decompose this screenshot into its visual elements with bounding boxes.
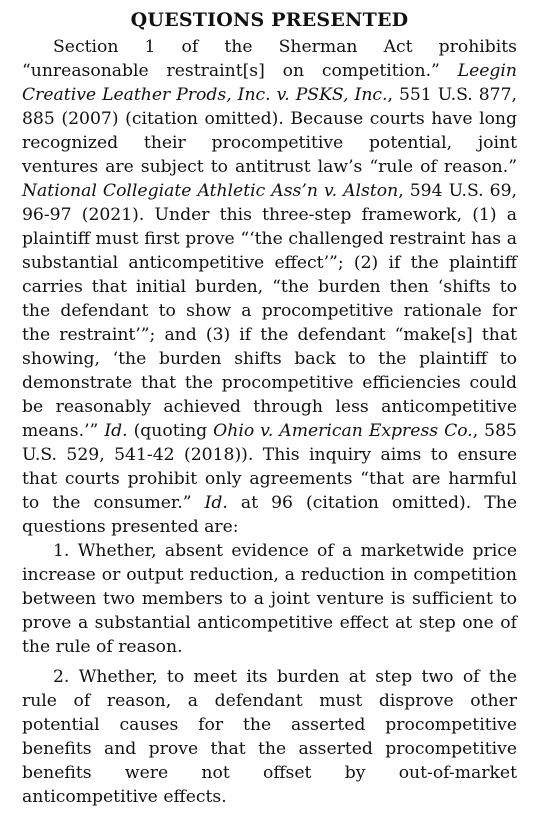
question-text: Whether, absent evidence of a marketwide price increase or output reduction, a reduction in competition between two members to a joint venture is sufficient to prove a substantial anticompetitive effect at step one of the rule of reason. (22, 541, 517, 657)
id-citation-1: Id. (104, 421, 128, 441)
question-number: 1. (53, 541, 70, 561)
question-text: Whether, to meet its burden at step two of the rule of reason, a defendant must disprove other potential causes for the asserted procompetitive benefits and prove that the asserted procompetitive benefits were not offset by out-of-market anticompetitive effects. (22, 667, 518, 807)
page-title: QUESTIONS PRESENTED (130, 9, 409, 31)
question-1 (22, 539, 517, 659)
case-citation-alston: National Collegiate Athletic Ass’n v. Alston (22, 181, 399, 201)
question-2 (22, 665, 517, 809)
intro-text-1: Section 1 of the Sherman Act prohibits “unreasonable restraint[s] on competition.” (22, 37, 517, 81)
question-number: 2. (53, 667, 70, 687)
intro-text-5: , 585 U.S. 529, 541-42 (2018)). This inquiry aims to ensure that courts prohibit only agreements “that are harmful to the consumer.” (22, 421, 517, 513)
intro-text-4: (quoting (127, 421, 214, 441)
intro-text-3: , 594 U.S. 69, 96-97 (2021). Under this three-step framework, (1) a plaintiff must first prove “‘the challenged restraint has a substantial anticompetitive effect’”; (2) if the plaintiff carries that initial burden, “the burden then ‘shifts to the defendant to show a procompetitive rationale for the restraint’”; and (3) if the defendant “make[s] that showing, ‘the burden shifts back to the plaintiff to demonstrate that the procompetitive efficiencies could be reasonably achieved through less anticompetitive means.’” (22, 181, 517, 441)
intro-paragraph (22, 35, 517, 539)
id-citation-2: Id. (204, 493, 228, 513)
intro-text-2: , 551 U.S. 877, 885 (2007) (citation omitted). Because courts have long recognized their procompetitive potential, joint ventures are subject to antitrust law’s “rule of reason.” (22, 85, 517, 177)
case-citation-leegin: Leegin Creative Leather Prods, Inc. v. PSKS, Inc. (22, 61, 517, 105)
intro-text-6: at 96 (citation omitted). The questions presented are: (22, 493, 517, 537)
case-citation-amex: Ohio v. American Express Co. (213, 421, 473, 441)
